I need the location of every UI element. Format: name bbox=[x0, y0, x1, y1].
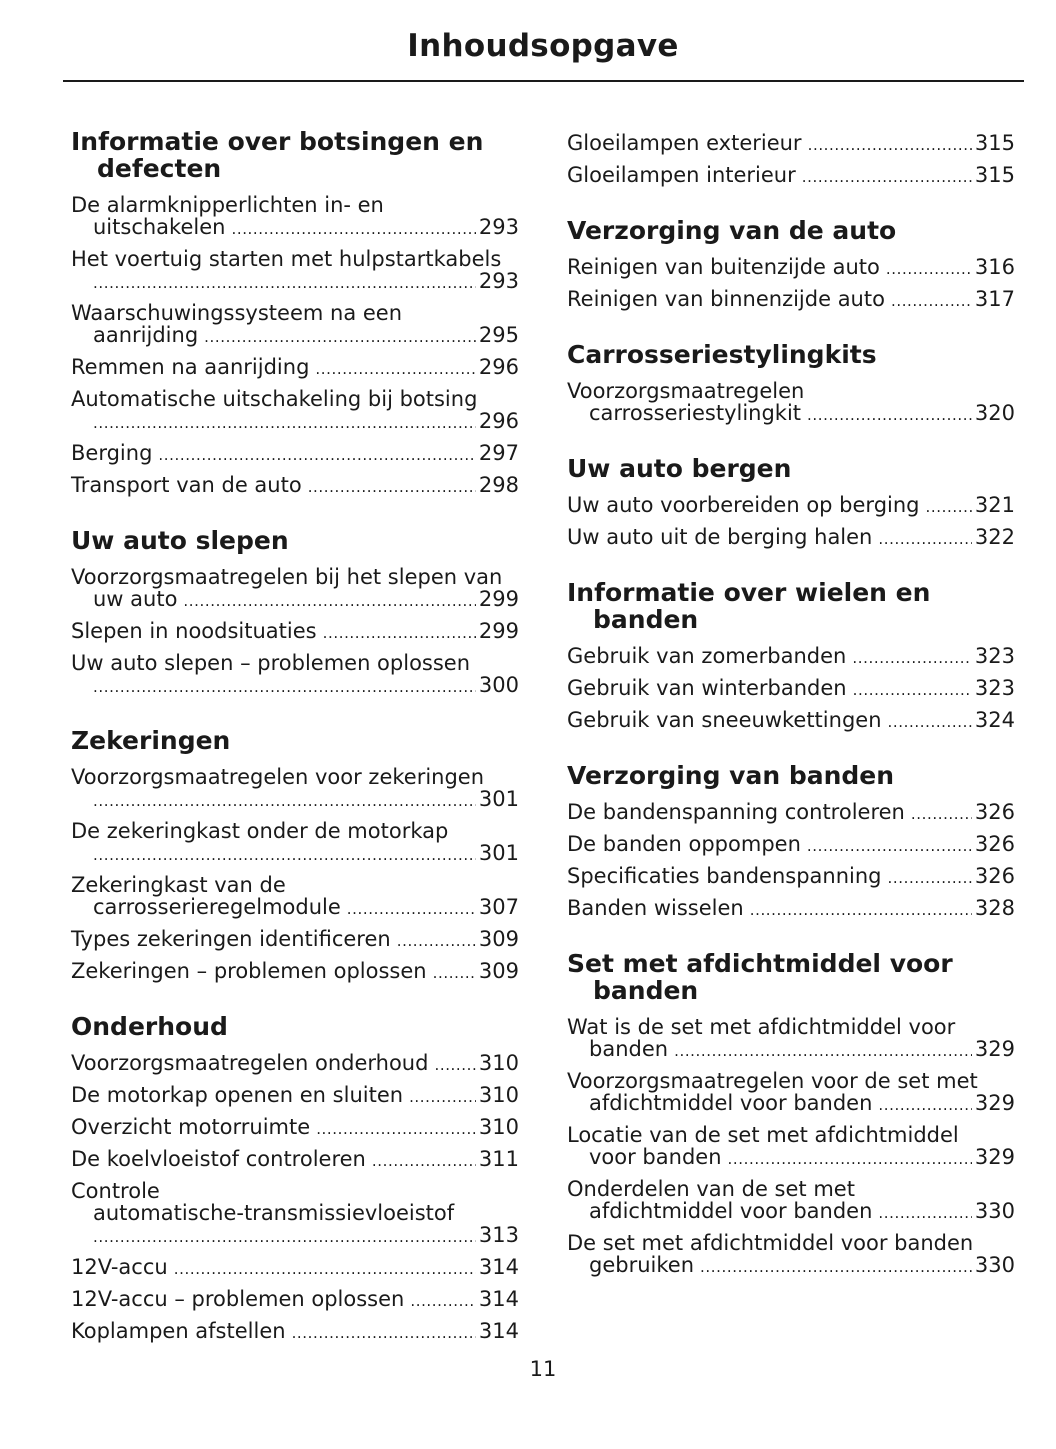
toc-entry-text: carrosserieregelmodule bbox=[93, 895, 341, 919]
toc-entry-koelvloeistof[interactable] bbox=[71, 1144, 519, 1176]
toc-column-left bbox=[71, 128, 519, 1373]
dot-leader bbox=[409, 1084, 476, 1108]
dot-leader bbox=[410, 1288, 476, 1312]
toc-entry-text: automatische-transmissievloeistof bbox=[93, 1201, 455, 1225]
dot-leader bbox=[174, 1256, 476, 1280]
section-heading bbox=[567, 579, 1015, 633]
dot-leader bbox=[802, 164, 972, 188]
toc-entry-zekeringen-problemen[interactable] bbox=[71, 956, 519, 988]
section-heading: Carrosseriestylingkits bbox=[567, 340, 877, 369]
toc-entry-berging[interactable] bbox=[71, 438, 519, 470]
toc-page-number: 320 bbox=[974, 401, 1015, 425]
dot-leader bbox=[183, 588, 475, 612]
toc-entry-text: Transport van de auto bbox=[71, 473, 302, 497]
toc-page-number: 307 bbox=[478, 895, 519, 919]
dot-leader bbox=[323, 620, 476, 644]
toc-entry-voorzorg-set[interactable] bbox=[567, 1066, 1015, 1120]
toc-entry-text: Gebruik van sneeuwkettingen bbox=[567, 708, 882, 732]
toc-page-number: 314 bbox=[478, 1319, 519, 1343]
toc-page-number: 310 bbox=[478, 1051, 519, 1075]
section-heading-line: banden bbox=[593, 605, 699, 634]
toc-section-botsingen bbox=[71, 128, 519, 502]
toc-entry-text: uitschakelen bbox=[93, 215, 226, 239]
toc-entry-text: Zekeringen – problemen oplossen bbox=[71, 959, 427, 983]
toc-entry-voorzorg-stylingkit[interactable] bbox=[567, 376, 1015, 430]
toc-entry-12v-accu-problemen[interactable] bbox=[71, 1284, 519, 1316]
toc-entry-text: Voorzorgsmaatregelen voor de set met bbox=[567, 1069, 978, 1093]
dot-leader bbox=[292, 1320, 476, 1344]
toc-entry-voorzorg-onderhoud[interactable] bbox=[71, 1048, 519, 1080]
toc-entry-text: Reinigen van buitenzijde auto bbox=[567, 255, 880, 279]
toc-entry-banden-oppompen[interactable] bbox=[567, 829, 1015, 861]
dot-leader bbox=[308, 474, 476, 498]
toc-entry-reinigen-buiten[interactable] bbox=[567, 252, 1015, 284]
dot-leader bbox=[700, 1254, 972, 1278]
toc-page-number: 296 bbox=[478, 409, 519, 433]
toc-column-right bbox=[567, 128, 1015, 1307]
toc-entry-text: De set met afdichtmiddel voor banden bbox=[567, 1231, 974, 1255]
toc-entry-remmen[interactable] bbox=[71, 352, 519, 384]
dot-leader bbox=[750, 897, 972, 921]
toc-page-number: 298 bbox=[478, 473, 519, 497]
toc-entry-locatie-set[interactable] bbox=[567, 1120, 1015, 1174]
toc-page-number: 313 bbox=[478, 1223, 519, 1247]
toc-entry-text: Berging bbox=[71, 441, 153, 465]
dot-leader bbox=[807, 833, 972, 857]
toc-page-number: 329 bbox=[974, 1145, 1015, 1169]
toc-entry-text: Automatische uitschakeling bij botsing bbox=[71, 387, 478, 411]
toc-page-number: 310 bbox=[478, 1083, 519, 1107]
toc-entry-gloeilampen-interieur[interactable] bbox=[567, 160, 1015, 192]
toc-entry-text: Voorzorgsmaatregelen bbox=[567, 379, 805, 403]
toc-entry-set-gebruiken[interactable] bbox=[567, 1228, 1015, 1282]
toc-page-number: 311 bbox=[478, 1147, 519, 1171]
toc-page-number: 317 bbox=[974, 287, 1015, 311]
toc-entry-text: Banden wisselen bbox=[567, 896, 744, 920]
toc-page-number: 314 bbox=[478, 1255, 519, 1279]
toc-section-bergen bbox=[567, 455, 1015, 554]
section-heading-line: Informatie over wielen en bbox=[567, 578, 931, 607]
section-heading-line: Set met afdichtmiddel voor bbox=[567, 949, 953, 978]
title-divider bbox=[63, 80, 1024, 82]
toc-page-number: 323 bbox=[974, 644, 1015, 668]
dot-leader bbox=[911, 801, 972, 825]
toc-entry-hulpstartkabels[interactable] bbox=[71, 244, 519, 298]
dot-leader bbox=[93, 842, 476, 866]
toc-entry-wat-is-set[interactable] bbox=[567, 1012, 1015, 1066]
toc-page-number: 315 bbox=[974, 131, 1015, 155]
dot-leader bbox=[886, 256, 972, 280]
dot-leader bbox=[728, 1146, 972, 1170]
toc-section-afdichtmiddel bbox=[567, 950, 1015, 1282]
toc-page-number: 297 bbox=[478, 441, 519, 465]
toc-entry-text: carrosseriestylingkit bbox=[589, 401, 802, 425]
toc-page-number: 293 bbox=[478, 269, 519, 293]
toc-entry-text: Voorzorgsmaatregelen onderhoud bbox=[71, 1051, 429, 1075]
toc-section-slepen bbox=[71, 527, 519, 702]
toc-entry-zekeringkast-motorkap[interactable] bbox=[71, 816, 519, 870]
toc-entry-koplampen[interactable] bbox=[71, 1316, 519, 1348]
toc-entry-alarmknipperlichten[interactable] bbox=[71, 190, 519, 244]
toc-entry-text: Wat is de set met afdichtmiddel voor bbox=[567, 1015, 956, 1039]
dot-leader bbox=[372, 1148, 476, 1172]
toc-section-verzorging-auto bbox=[567, 217, 1015, 316]
section-heading: Uw auto bergen bbox=[567, 454, 792, 483]
toc-entry-slepen-problemen[interactable] bbox=[71, 648, 519, 702]
toc-page-number: 328 bbox=[974, 896, 1015, 920]
dot-leader bbox=[315, 356, 476, 380]
section-heading: Uw auto slepen bbox=[71, 526, 289, 555]
toc-entry-12v-accu[interactable] bbox=[71, 1252, 519, 1284]
toc-entry-text: De motorkap openen en sluiten bbox=[71, 1083, 404, 1107]
page-title: Inhoudsopgave bbox=[407, 28, 679, 64]
dot-leader bbox=[93, 788, 476, 812]
dot-leader bbox=[433, 960, 476, 984]
toc-entry-transmissievloeistof[interactable] bbox=[71, 1176, 519, 1252]
toc-entry-text: Slepen in noodsituaties bbox=[71, 619, 317, 643]
toc-entry-banden-wisselen[interactable] bbox=[567, 893, 1015, 925]
toc-entry-text: Reinigen van binnenzijde auto bbox=[567, 287, 885, 311]
dot-leader bbox=[158, 442, 476, 466]
dot-leader bbox=[204, 324, 476, 348]
toc-page-number: 326 bbox=[974, 832, 1015, 856]
toc-section-onderhoud bbox=[71, 1013, 519, 1348]
toc-entry-voorzorg-slepen[interactable] bbox=[71, 562, 519, 616]
toc-section-stylingkits bbox=[567, 341, 1015, 430]
dot-leader bbox=[808, 132, 972, 156]
section-heading: Onderhoud bbox=[71, 1012, 228, 1041]
toc-page-number: 296 bbox=[478, 355, 519, 379]
toc-entry-text: Gebruik van winterbanden bbox=[567, 676, 847, 700]
toc-entry-text: Uw auto uit de berging halen bbox=[567, 525, 873, 549]
toc-entry-text: Remmen na aanrijding bbox=[71, 355, 310, 379]
dot-leader bbox=[891, 288, 972, 312]
dot-leader bbox=[853, 677, 972, 701]
toc-entry-sneeuwkettingen[interactable] bbox=[567, 705, 1015, 737]
toc-section-gloeilampen bbox=[567, 128, 1015, 192]
toc-entry-bandenspanning-controleren[interactable] bbox=[567, 797, 1015, 829]
toc-entry-text: Locatie van de set met afdichtmiddel bbox=[567, 1123, 959, 1147]
toc-entry-text: afdichtmiddel voor banden bbox=[589, 1091, 873, 1115]
toc-page-number: 315 bbox=[974, 163, 1015, 187]
toc-page-number: 329 bbox=[974, 1091, 1015, 1115]
toc-page-number: 321 bbox=[974, 493, 1015, 517]
dot-leader bbox=[316, 1116, 476, 1140]
toc-entry-zomerbanden[interactable] bbox=[567, 641, 1015, 673]
toc-entry-text: Uw auto slepen – problemen oplossen bbox=[71, 651, 471, 675]
toc-entry-waarschuwingssysteem[interactable] bbox=[71, 298, 519, 352]
toc-entry-winterbanden[interactable] bbox=[567, 673, 1015, 705]
toc-entry-text: uw auto bbox=[93, 587, 178, 611]
section-heading: Verzorging van de auto bbox=[567, 216, 897, 245]
toc-entry-text: Uw auto voorbereiden op berging bbox=[567, 493, 920, 517]
toc-entry-text: gebruiken bbox=[589, 1253, 694, 1277]
section-heading bbox=[71, 128, 519, 182]
toc-entry-text: Koplampen afstellen bbox=[71, 1319, 286, 1343]
toc-entry-text: Controle bbox=[71, 1179, 160, 1203]
toc-page-number: 309 bbox=[478, 959, 519, 983]
toc-entry-zekeringkast-carrosserie[interactable] bbox=[71, 870, 519, 924]
toc-entry-gloeilampen-exterieur[interactable] bbox=[567, 128, 1015, 160]
toc-entry-automatische-uitschakeling[interactable] bbox=[71, 384, 519, 438]
dot-leader bbox=[93, 270, 476, 294]
toc-entry-text: Gloeilampen interieur bbox=[567, 163, 796, 187]
dot-leader bbox=[674, 1038, 972, 1062]
toc-page-number: 299 bbox=[478, 587, 519, 611]
toc-entry-text: 12V-accu – problemen oplossen bbox=[71, 1287, 405, 1311]
toc-entry-text: De bandenspanning controleren bbox=[567, 800, 905, 824]
dot-leader bbox=[93, 674, 476, 698]
dot-leader bbox=[852, 645, 972, 669]
toc-page-number: 326 bbox=[974, 864, 1015, 888]
dot-leader bbox=[93, 1224, 476, 1248]
toc-entry-specificaties-bandenspanning[interactable] bbox=[567, 861, 1015, 893]
toc-page-number: 301 bbox=[478, 841, 519, 865]
toc-page-number: 310 bbox=[478, 1115, 519, 1139]
toc-page-number: 309 bbox=[478, 927, 519, 951]
toc-entry-text: banden bbox=[589, 1037, 669, 1061]
toc-entry-motorruimte[interactable] bbox=[71, 1112, 519, 1144]
toc-entry-text: Zekeringkast van de bbox=[71, 873, 286, 897]
section-heading-line: Informatie over botsingen en bbox=[71, 127, 484, 156]
toc-entry-text: De koelvloeistof controleren bbox=[71, 1147, 366, 1171]
dot-leader bbox=[878, 1200, 972, 1224]
toc-entry-voorzorg-zekeringen[interactable] bbox=[71, 762, 519, 816]
toc-entry-text: Onderdelen van de set met bbox=[567, 1177, 855, 1201]
toc-page-number: 293 bbox=[478, 215, 519, 239]
toc-page-number: 314 bbox=[478, 1287, 519, 1311]
toc-entry-reinigen-binnen[interactable] bbox=[567, 284, 1015, 316]
toc-page-number: 330 bbox=[974, 1253, 1015, 1277]
dot-leader bbox=[93, 410, 476, 434]
toc-entry-motorkap[interactable] bbox=[71, 1080, 519, 1112]
toc-entry-transport[interactable] bbox=[71, 470, 519, 502]
toc-entry-text: 12V-accu bbox=[71, 1255, 168, 1279]
dot-leader bbox=[888, 865, 972, 889]
dot-leader bbox=[878, 526, 972, 550]
toc-entry-text: Gebruik van zomerbanden bbox=[567, 644, 847, 668]
toc-page-number: 323 bbox=[974, 676, 1015, 700]
toc-entry-text: aanrijding bbox=[93, 323, 199, 347]
toc-entry-text: Voorzorgsmaatregelen voor zekeringen bbox=[71, 765, 485, 789]
section-heading: Zekeringen bbox=[71, 726, 231, 755]
toc-entry-text: Types zekeringen identificeren bbox=[71, 927, 391, 951]
dot-leader bbox=[231, 216, 475, 240]
dot-leader bbox=[347, 896, 476, 920]
toc-entry-text: Specificaties bandenspanning bbox=[567, 864, 882, 888]
toc-page-number: 329 bbox=[974, 1037, 1015, 1061]
toc-entry-onderdelen-set[interactable] bbox=[567, 1174, 1015, 1228]
toc-page-number: 316 bbox=[974, 255, 1015, 279]
toc-entry-text: afdichtmiddel voor banden bbox=[589, 1199, 873, 1223]
toc-page-number: 299 bbox=[478, 619, 519, 643]
toc-entry-text: De zekeringkast onder de motorkap bbox=[71, 819, 449, 843]
toc-entry-text: Waarschuwingssysteem na een bbox=[71, 301, 403, 325]
toc-entry-noodsituaties[interactable] bbox=[71, 616, 519, 648]
toc-entry-uit-berging[interactable] bbox=[567, 522, 1015, 554]
toc-entry-voorbereiden-berging[interactable] bbox=[567, 490, 1015, 522]
toc-page-number: 295 bbox=[478, 323, 519, 347]
toc-entry-text: voor banden bbox=[589, 1145, 722, 1169]
section-heading bbox=[567, 950, 1015, 1004]
toc-entry-text: Gloeilampen exterieur bbox=[567, 131, 802, 155]
toc-page-number: 324 bbox=[974, 708, 1015, 732]
toc-page-number: 330 bbox=[974, 1199, 1015, 1223]
toc-page-number: 322 bbox=[974, 525, 1015, 549]
dot-leader bbox=[926, 494, 972, 518]
toc-section-verzorging-banden bbox=[567, 762, 1015, 925]
toc-entry-types-zekeringen[interactable] bbox=[71, 924, 519, 956]
toc-entry-text: Overzicht motorruimte bbox=[71, 1115, 311, 1139]
toc-entry-text: De alarmknipperlichten in- en bbox=[71, 193, 384, 217]
page-number: 11 bbox=[529, 1357, 557, 1381]
section-heading: Verzorging van banden bbox=[567, 761, 895, 790]
toc-entry-text: De banden oppompen bbox=[567, 832, 801, 856]
dot-leader bbox=[888, 709, 972, 733]
dot-leader bbox=[434, 1052, 475, 1076]
section-heading-line: defecten bbox=[97, 154, 222, 183]
dot-leader bbox=[807, 402, 972, 426]
section-heading-line: banden bbox=[593, 976, 699, 1005]
toc-page-number: 300 bbox=[478, 673, 519, 697]
toc-section-wielen-banden bbox=[567, 579, 1015, 737]
toc-section-zekeringen bbox=[71, 727, 519, 988]
toc-page-number: 326 bbox=[974, 800, 1015, 824]
dot-leader bbox=[878, 1092, 972, 1116]
dot-leader bbox=[397, 928, 476, 952]
toc-entry-text: Voorzorgsmaatregelen bij het slepen van bbox=[71, 565, 503, 589]
toc-page-number: 301 bbox=[478, 787, 519, 811]
toc-entry-text: Het voertuig starten met hulpstartkabels bbox=[71, 247, 502, 271]
